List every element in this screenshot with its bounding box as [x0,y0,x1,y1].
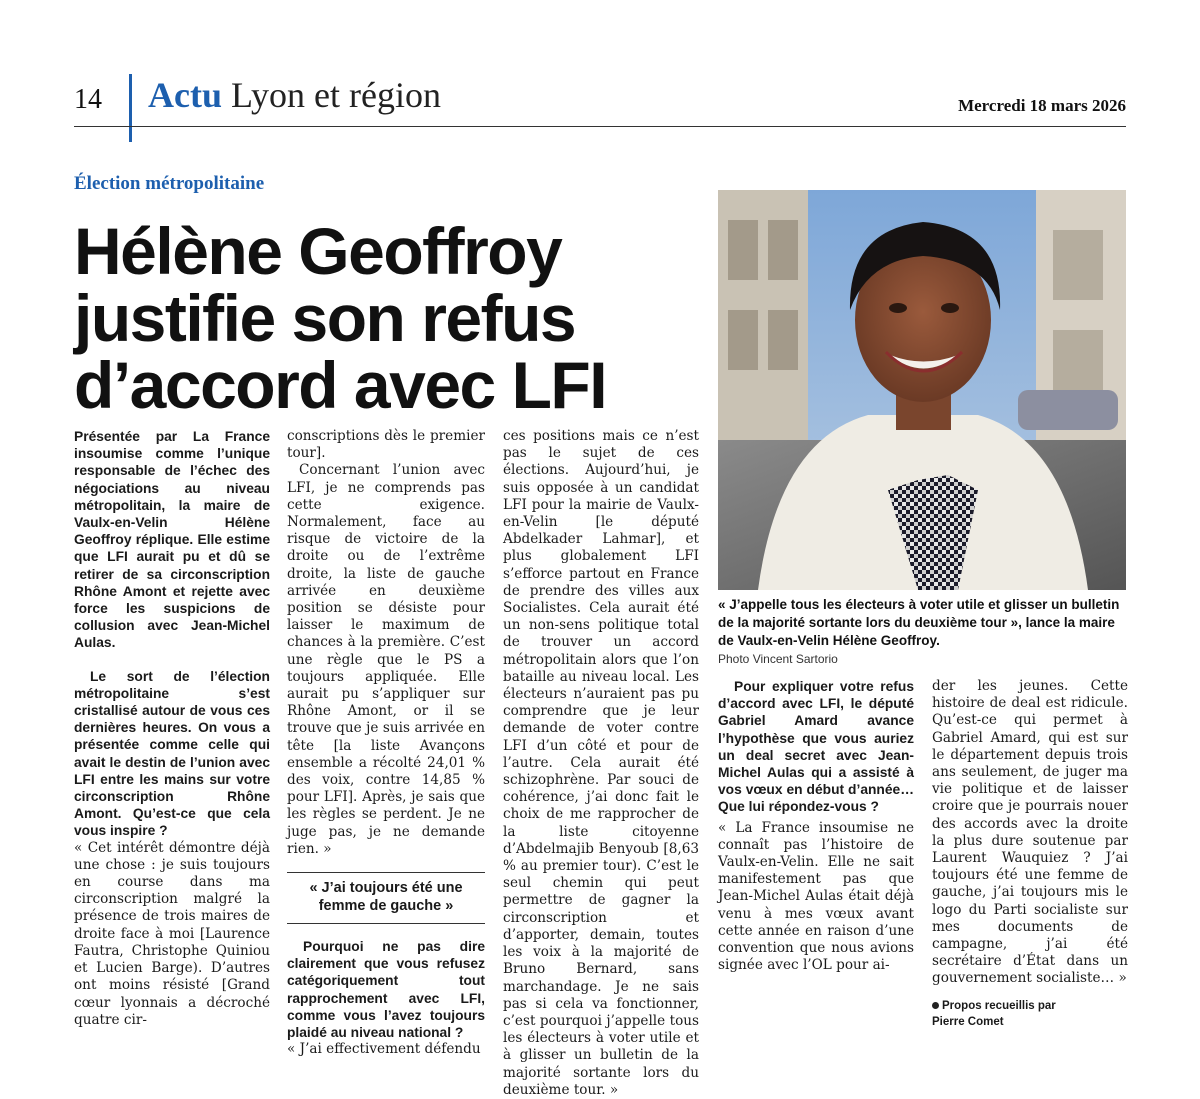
question-3: Pour expliquer votre refus d’accord avec LFI, le député Gabriel Amard avance l’hypothèse que vous auriez un deal secret avec Jean-Michel Aulas qui a assisté à vos vœux en début d’année… Que lui répondez-vous ? [718,679,914,815]
photo-caption [718,596,1128,668]
article-photo [718,190,1126,590]
column-5 [932,678,1128,1030]
portrait-image [718,190,1126,590]
section-subtitle: Lyon et région [231,75,441,115]
answer-1-continued: conscriptions dès le premier tour]. [287,428,485,462]
column-1 [74,428,270,1029]
question-1: Le sort de l’élection métropolitaine s’est cristallisé autour de vous ces dernières heures. On vous a présentée comme celle qui avait le destin de l’union avec LFI entre les mains sur votre circonscription Rhône Amont. Qu’est-ce que cela vous inspire ? [74,668,270,839]
caption-text: « J’appelle tous les électeurs à voter utile et glisser un bulletin de la majorité sortante lors du deuxième tour », lance la maire de Vaulx-en-Velin Hélène Geoffroy. [718,597,1120,648]
header-divider [129,74,132,142]
byline [932,998,1128,1030]
column-2 [287,428,485,1059]
answer-2-continued: ces positions mais ce n’est pas le sujet de ces élections. Aujourd’hui, je suis opposée à un candidat LFI pour la mairie de Vaulx-en-Velin [le député Abdelkader Lahmar], et plus globalement LFI s’efforce partout en France de prendre des villes aux Socialistes. Cela aurait été un non-sens politique total de trouver un accord métropolitain alors que l’on bataille au niveau local. Les électeurs n’auraient pas pu comprendre que je leur demande de voter contre LFI d’un côté et pour de l’autre. Cela aurait été schizophrène. Par souci de cohérence, j’ai donc fait le choix de me rapprocher de la liste citoyenne d’Abdelmajib Benyoub [8,63 % au premier tour). C’est le seul chemin qui peut permettre de gagner la circonscription et d’apporter, demain, toutes les voix à la majorité de Bruno Bernard, sans marchandage. Je ne sais pas si cela va fonctionner, c’est pourquoi j’appelle tous les électeurs à voter utile et à glisser un bulletin de la majorité sortante lors du deuxième tour. » [503,428,699,1098]
column-4 [718,678,914,974]
photo-credit: Photo Vincent Sartorio [718,652,838,666]
issue-date: Mercredi 18 mars 2026 [958,96,1126,115]
byline-label: Propos recueillis par [942,999,1056,1012]
section-label: Actu [148,75,222,115]
page-number: 14 [74,84,102,115]
answer-3: « La France insoumise ne connaît pas l’histoire de Vaulx-en-Velin. Elle ne sait manifestement pas que Jean-Michel Aulas était déjà venu à mes vœux avant cette année en raison d’une convention que nous avions signée avec l’OL pour ai- [718,819,914,974]
article-chapo: Présentée par La France insoumise comme l’unique responsable de l’échec des négociations au niveau métropolitain, la maire de Vaulx-en-Velin Hélène Geoffroy réplique. Elle estime que LFI aurait pu et dû se retirer de sa circonscription Rhône Amont et rejette avec force les suspicions de collusion avec Jean-Michel Aulas. [74,429,270,651]
column-3 [503,428,699,1099]
article-kicker: Élection métropolitaine [74,173,265,194]
answer-3-continued: der les jeunes. Cette histoire de deal est ridicule. Qu’est-ce qui permet à Gabriel Amard, qui est sur le département depuis trois ans seulement, de juger ma vie politique et de laisser croire que je pourrais nouer des accords avec la droite la plus dure soutenue par Laurent Wauquiez ? J’ai toujours été une femme de gauche, j’ai toujours mis le logo du Parti socialiste sur mes documents de campagne, j’ai été secrétaire d’État dans un gouvernement socialiste… » [932,678,1128,987]
byline-author: Pierre Comet [932,1015,1004,1028]
answer-1: « Cet intérêt démontre déjà une chose : je suis toujours en course dans ma circonscription malgré la présence de trois maires de droite face à moi [Laurence Fautra, Christophe Quiniou et Lucien Barge). D’autres ont moins résisté [Grand cœur lyonnais a décroché quatre cir- [74,839,270,1028]
question-2: Pourquoi ne pas dire clairement que vous refusez catégoriquement tout rapprochement avec LFI, comme vous l’avez toujours plaidé au niveau national ? [287,939,485,1041]
article-headline: Hélène Geoffroy justifie son refus d’accord avec LFI [74,214,607,422]
header-rule [74,126,1126,127]
answer-1-part-2: Concernant l’union avec LFI, je ne comprends pas cette exigence. Normalement, face au risque de victoire de la droite ou de l’extrême droite, la liste de gauche arrivée en deuxième position se désiste pour laisser le maximum de chances à la première. C’est une règle que le PS a toujours appliquée. Elle aurait pu s’appliquer sur Rhône Amont, or il se trouve que je suis arrivée en tête [la liste Avançons ensemble a récolté 24,01 % des voix, contre 14,85 % pour LFI]. Après, je sais que les règles se perdent. Je ne juge pas, je ne demande rien. » [287,462,485,857]
section-title [148,74,441,116]
intertitle: « J’ai toujours été une femme de gauche » [287,872,485,924]
bullet-icon [932,1002,939,1009]
answer-2: « J’ai effectivement défendu [287,1041,481,1058]
